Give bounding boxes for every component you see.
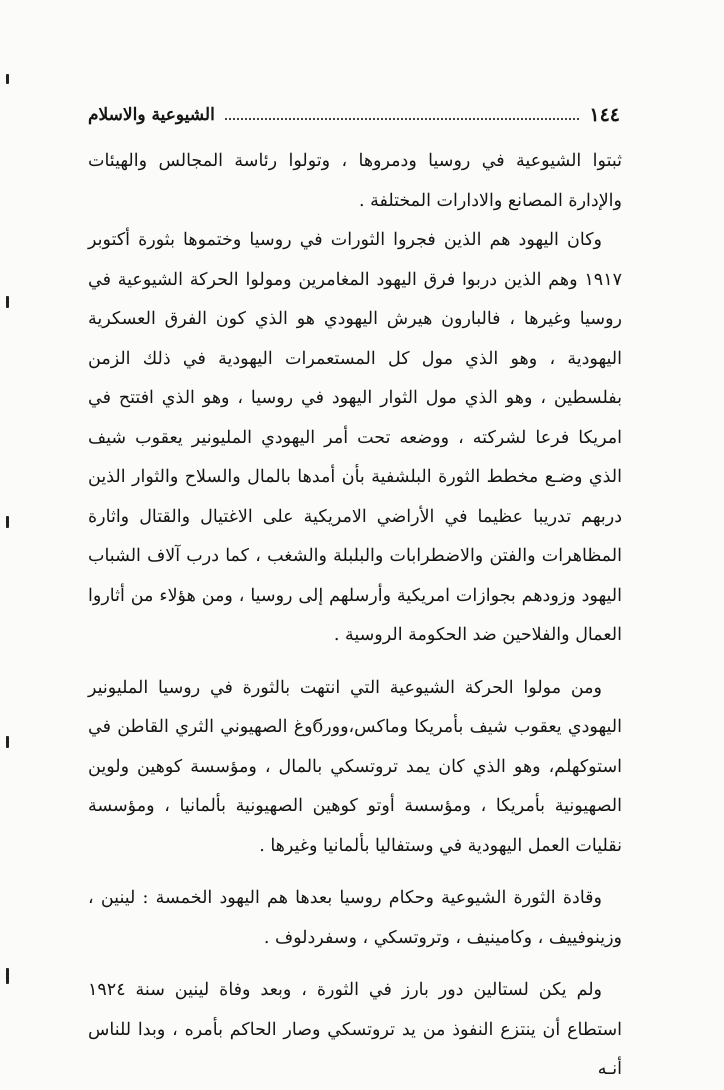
- page-header: [88, 98, 620, 132]
- paragraph-2: وكان اليهود هم الذين فجروا الثورات في روسيا وختموها بثورة أكتوبر ١٩١٧ وهم الذين دربوا فرق اليهود المغامرين ومولوا الحركة الشيوعية في روسيا وغيرها ، فالبارون هيرش اليهودي هو الذي كون الفرق العسكرية اليهودية ، وهو الذي مول كل المستعمرات اليهودية في ذلك الزمن بفلسطين ، وهو الذي مول الثوار اليهود في روسيا ، وهو الذي افتتح في امريكا فرعا لشركته ، ووضعه تحت أمر اليهودي المليونير يعقوب شيف الذي وضـع مخطط الثورة البلشفية بأن أمدها بالمال والسلاح والثوار الذين دربهم تدريبا عظيما في الأراضي الامريكية على الاغتيال والقتال واثارة المظاهرات والفتن والاضطرابات والبلبلة والشغب ، كما درب آلاف الشباب اليهود وزودهم بجوازات امريكية وأرسلهم إلى روسيا ، ومن هؤلاء من أثاروا العمال والفلاحين ضد الحكومة الروسية .: [88, 230, 622, 645]
- body-text: [88, 142, 622, 1090]
- paragraph-3: ومن مولوا الحركة الشيوعية التي انتهت بالثورة في روسيا المليونير اليهودي يعقوب شيف بأمريكا وماكس،وورбوغ الصهيوني الثري القاطن في استوكهلم، وهو الذي كان يمد تروتسكي بالمال ، ومؤسسة كوهين ولوين الصهيونية بأمريكا ، ومؤسسة أوتو كوهين الصهيونية بألمانيا ، ومؤسسة نقليات العمل اليهودية في وستفاليا بألمانيا وغيرها .: [88, 677, 622, 856]
- scan-edge-mark: [6, 516, 9, 528]
- paragraph-4: وقادة الثورة الشيوعية وحكام روسيا بعدها هم اليهود الخمسة : لينين ، وزينوفييف ، وكامينيف ، وتروتسكي ، وسفردلوف .: [88, 888, 622, 948]
- header-dotted-leader: [225, 118, 580, 120]
- scan-edge-mark: [6, 736, 9, 748]
- running-title: الشيوعية والاسلام: [88, 105, 215, 125]
- scan-edge-mark: [6, 74, 9, 84]
- scan-edge-mark: [6, 296, 9, 308]
- paragraph-1: ثبتوا الشيوعية في روسيا ودمروها ، وتولوا رئاسة المجالس والهيئات والإدارة المصانع والادارات المختلفة .: [88, 151, 622, 211]
- paragraph-5: ولم يكن لستالين دور بارز في الثورة ، وبعد وفاة لينين سنة ١٩٢٤ استطاع أن ينتزع النفوذ من يد تروتسكي وصار الحاكم بأمره ، وبدا للناس أنـه: [88, 980, 622, 1079]
- page-number: ١٤٤: [589, 104, 620, 126]
- scan-edge-mark: [6, 968, 9, 984]
